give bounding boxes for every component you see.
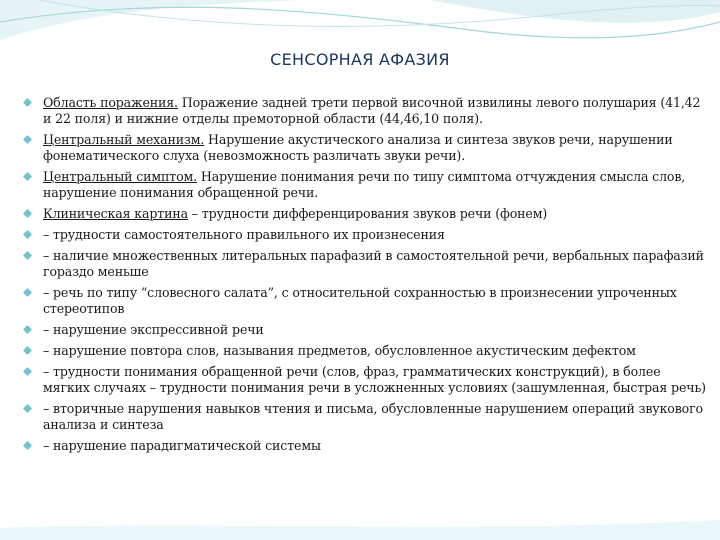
bullet-marker-icon (23, 135, 32, 144)
bullet-marker-icon (23, 404, 32, 413)
bullet-marker-icon (23, 172, 32, 181)
bullet-list (22, 95, 706, 459)
bullet-text: Поражение задней трети первой височной извилины левого полушария (41,42 и 22 поля) и нижние отделы премоторной области (44,46,10 поля). (43, 95, 701, 126)
bullet-text: – нарушение экспрессивной речи (43, 322, 264, 337)
bullet-text: – трудности понимания обращенной речи (слов, фраз, грамматических конструкций), в более мягких случаях – трудности понимания речи в усложненных условиях (зашумленная, быстрая речь) (43, 364, 706, 395)
bullet-text: Нарушение понимания речи по типу симптома отчуждения смысла слов, нарушение понимания обращенной речи. (43, 169, 686, 200)
bottom-swoosh (0, 520, 720, 540)
bullet-item (22, 95, 706, 127)
bullet-marker-icon (23, 251, 32, 260)
top-right-swoosh (430, 0, 720, 23)
bullet-item (22, 401, 706, 433)
bullet-text: – наличие множественных литеральных парафазий в самостоятельной речи, вербальных парафазий гораздо меньше (43, 248, 704, 279)
bullet-text: – трудности самостоятельного правильного их произнесения (43, 227, 445, 242)
bullet-text: – нарушение парадигматической системы (43, 438, 321, 453)
bullet-item (22, 248, 706, 280)
bullet-marker-icon (23, 441, 32, 450)
bullet-marker-icon (23, 325, 32, 334)
accent-line-2 (40, 0, 720, 26)
bullet-item (22, 227, 706, 243)
bullet-item (22, 169, 706, 201)
bullet-item (22, 438, 706, 454)
bullet-marker-icon (23, 367, 32, 376)
bullet-item (22, 132, 706, 164)
bullet-text: – нарушение повтора слов, называния предметов, обусловленное акустическим дефектом (43, 343, 636, 358)
slide-title: СЕНСОРНАЯ АФАЗИЯ (270, 50, 450, 69)
bullet-marker-icon (23, 288, 32, 297)
bullet-lead: Клиническая картина (43, 206, 188, 221)
bullet-lead: Центральный симптом. (43, 169, 198, 184)
bullet-marker-icon (23, 98, 32, 107)
bullet-item (22, 285, 706, 317)
bullet-text: – вторичные нарушения навыков чтения и письма, обусловленные нарушением операций звукового анализа и синтеза (43, 401, 703, 432)
bullet-text: Нарушение акустического анализа и синтеза звуков речи, нарушении фонематического слуха (невозможность различать звуки речи). (43, 132, 673, 163)
bullet-item (22, 206, 706, 222)
bullet-lead: Область поражения. (43, 95, 178, 110)
bullet-item (22, 343, 706, 359)
bullet-marker-icon (23, 209, 32, 218)
bullet-marker-icon (23, 346, 32, 355)
bullet-item (22, 322, 706, 338)
bullet-text: – речь по типу “словесного салата”, с относительной сохранностью в произнесении упроченных стереотипов (43, 285, 677, 316)
bullet-lead: Центральный механизм. (43, 132, 205, 147)
accent-line-1 (0, 7, 720, 38)
bullet-marker-icon (23, 230, 32, 239)
top-left-swoosh (0, 0, 300, 40)
bullet-text: – трудности дифференцирования звуков речи (фонем) (187, 206, 548, 221)
bullet-item (22, 364, 706, 396)
